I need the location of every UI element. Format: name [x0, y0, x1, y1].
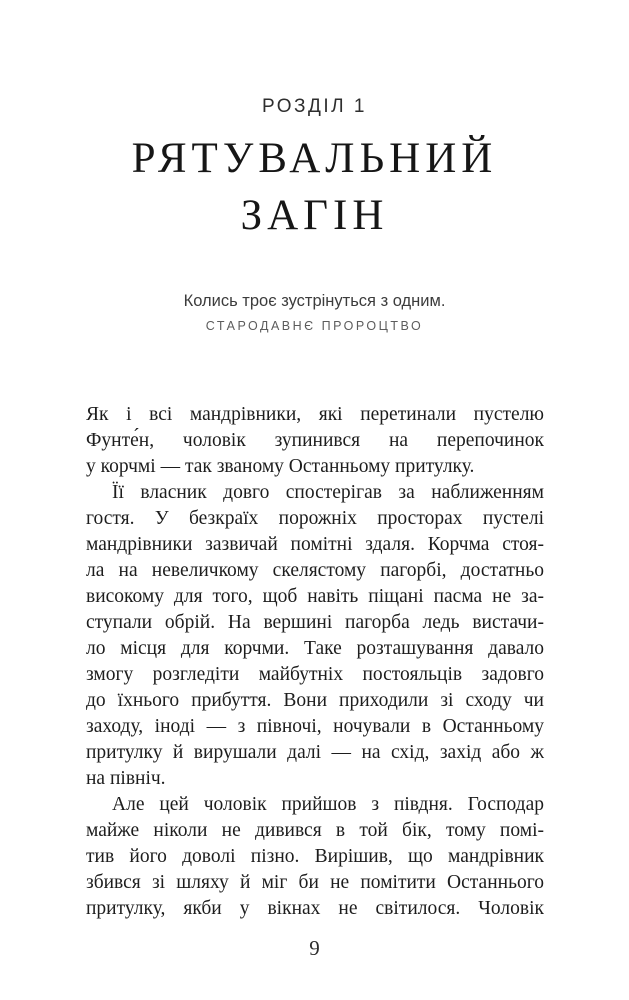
body-line: збився зі шляху й міг би не помітити Останнього — [86, 872, 544, 893]
chapter-title — [0, 130, 629, 244]
body-line: притулку, якби у вікнах не світилося. Чоловік — [86, 898, 544, 919]
body-line: притулку й вирушали далі — на схід, захід або ж — [86, 742, 544, 763]
chapter-title-line1: РЯТУВАЛЬНИЙ — [131, 135, 498, 182]
epigraph — [0, 291, 629, 333]
epigraph-attribution: СТАРОДАВНЄ ПРОРОЦТВО — [205, 319, 424, 333]
body-line: ло місця для корчми. Таке розташування давало — [86, 638, 544, 659]
body-line: ла на невеличкому скелястому пагорбі, достатньо — [86, 560, 544, 581]
body-line: змогу розгледіти майбутніх постояльців задовго — [86, 664, 544, 685]
chapter-label: РОЗДІЛ 1 — [262, 96, 367, 117]
body-line: до їхнього прибуття. Вони приходили зі сходу чи — [86, 690, 544, 711]
body-line: Її власник довго спостерігав за наближенням — [112, 482, 544, 503]
page-number: 9 — [309, 936, 320, 960]
body-line: мандрівники зазвичай помітні здаля. Корчма стоя- — [86, 534, 544, 555]
epigraph-quote: Колись троє зустрінуться з одним. — [183, 292, 446, 310]
body-line: майже ніколи не дивився в той бік, тому помі- — [86, 820, 544, 841]
body-line: заходу, іноді — з півночі, ночували в Останньому — [86, 716, 544, 737]
body-line: гостя. У безкраїх порожніх просторах пустелі — [86, 508, 544, 529]
body-line: на північ. — [86, 768, 166, 789]
body-line: Але цей чоловік прийшов з півдня. Господар — [112, 794, 544, 815]
body-line: високому для того, щоб навіть піщані пасма не за- — [86, 586, 544, 607]
body-line: Фунте́н, чоловік зупинився на перепочинок — [86, 430, 544, 451]
body-line: тив його доволі пізно. Вирішив, що мандрівник — [86, 846, 544, 867]
body-text — [86, 402, 544, 922]
body-line: Як і всі мандрівники, які перетинали пустелю — [86, 404, 544, 425]
chapter-title-line2: ЗАГІН — [240, 192, 389, 239]
body-line: у корчмі — так званому Останньому притулку. — [86, 456, 475, 477]
body-line: ступали обрій. На вершині пагорба ледь вистачи- — [86, 612, 544, 633]
